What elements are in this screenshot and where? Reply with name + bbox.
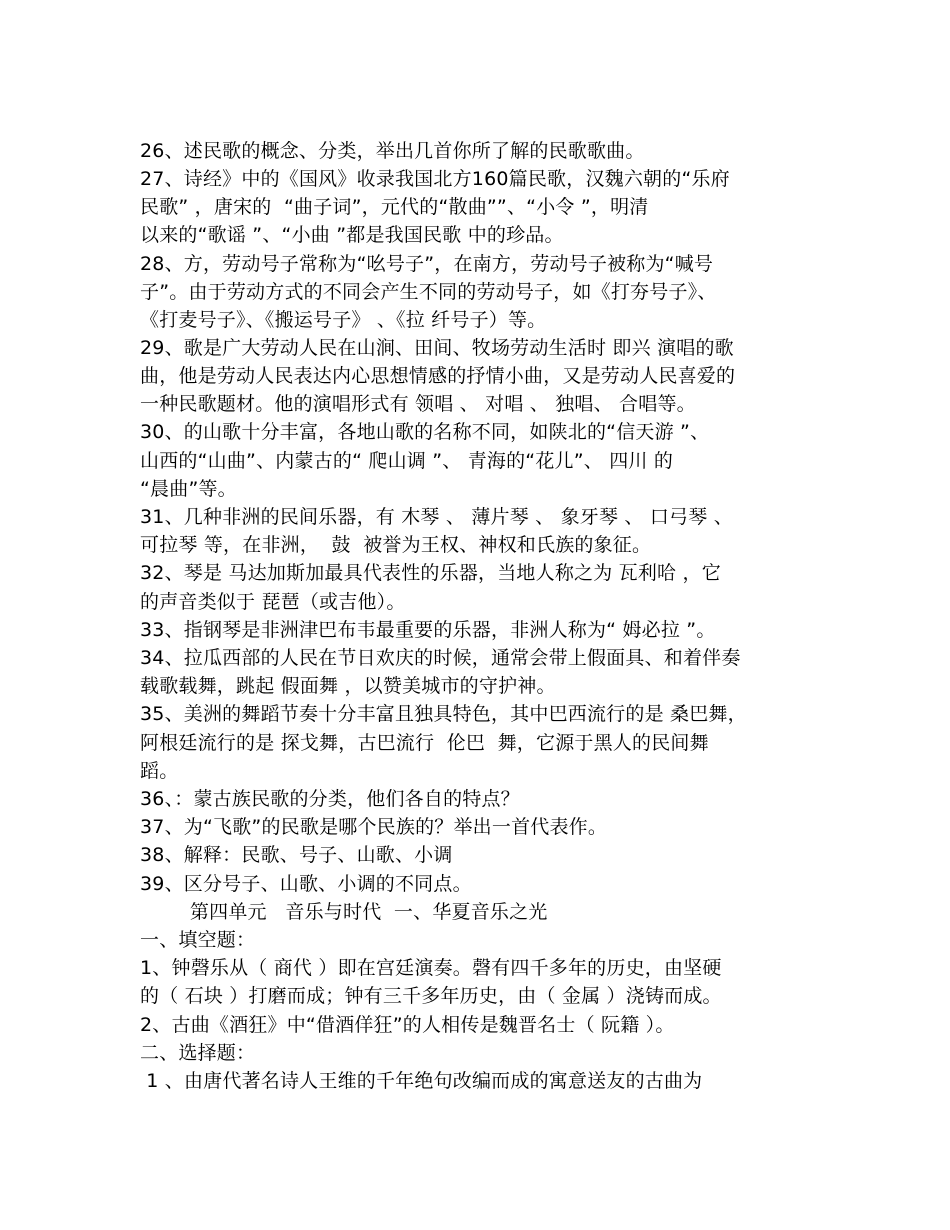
- text-line-37: 37、为“飞歌”的民歌是哪个民族的？举出一首代表作。: [140, 816, 608, 838]
- text-line-29a: 29、歌是广大劳动人民在山涧、田间、牧场劳动生活时 即兴 演唱的歌: [140, 337, 734, 359]
- text-line-38: 38、解释：民歌、号子、山歌、小调: [140, 844, 453, 866]
- text-line-32a: 32、琴是 马达加斯加最具代表性的乐器，当地人称之为 瓦利哈 ，它: [140, 562, 721, 584]
- text-line-34b: 载歌载舞，跳起 假面舞 ，以赞美城市的守护神。: [140, 675, 556, 697]
- text-line-32b: 的声音类似于 琵琶（或吉他）。: [140, 591, 406, 613]
- text-line-33: 33、指钢琴是非洲津巴布韦最重要的乐器，非洲人称为“ 姆必拉 ”。: [140, 619, 716, 641]
- text-line-36: 36、：蒙古族民歌的分类，他们各自的特点？: [140, 788, 520, 810]
- text-line-34a: 34、拉瓜西部的人民在节日欢庆的时候，通常会带上假面具、和着伴奏: [140, 647, 741, 669]
- choice-1: 1 、由唐代著名诗人王维的千年绝句改编而成的寓意送友的古曲为: [140, 1070, 703, 1092]
- text-line-27c: 以来的“歌谣 ”、“小曲 ”都是我国民歌 中的珍品。: [140, 224, 564, 246]
- text-line-28b: 子”。由于劳动方式的不同会产生不同的劳动号子，如《打夯号子》、: [140, 281, 717, 303]
- text-line-29b: 曲，他是劳动人民表达内心思想情感的抒情小曲，又是劳动人民喜爱的: [140, 365, 736, 387]
- text-line-39: 39、区分号子、山歌、小调的不同点。: [140, 873, 472, 895]
- text-line-31a: 31、几种非洲的民间乐器，有 木琴 、 薄片琴 、 象牙琴 、 口弓琴 、: [140, 506, 733, 528]
- text-line-35a: 35、美洲的舞蹈节奏十分丰富且独具特色，其中巴西流行的是 桑巴舞，: [140, 703, 747, 725]
- text-line-27a: 27、诗经》中的《国风》收录我国北方160篇民歌，汉魏六朝的“乐府: [140, 168, 730, 190]
- text-line-28a: 28、方，劳动号子常称为“吆号子”，在南方，劳动号子被称为“喊号: [140, 253, 714, 275]
- text-line-26: 26、述民歌的概念、分类，举出几首你所了解的民歌歌曲。: [140, 140, 645, 162]
- text-line-35c: 蹈。: [140, 760, 179, 782]
- text-line-31b: 可拉琴 等，在非洲， 鼓 被誉为王权、神权和氏族的象征。: [140, 534, 652, 556]
- fill-in-2: 2、古曲《酒狂》中“借酒佯狂”的人相传是魏晋名士（ 阮籍 ）。: [140, 1014, 675, 1036]
- text-line-27b: 民歌” ，唐宋的 “曲子词”，元代的“散曲””、“小令 ”，明清: [140, 196, 649, 218]
- fill-in-1a: 1、钟磬乐从（ 商代 ）即在宫廷演奏。磬有四千多年的历史，由坚硬: [140, 957, 722, 979]
- text-line-30a: 30、的山歌十分丰富，各地山歌的名称不同，如陕北的“信天游 ”、: [140, 421, 710, 443]
- text-line-30b: 山西的“山曲”、内蒙古的“ 爬山调 ”、 青海的“花儿”、 四川 的: [140, 450, 674, 472]
- text-line-29c: 一种民歌题材。他的演唱形式有 领唱 、 对唱 、 独唱、 合唱等。: [140, 393, 696, 415]
- section-choice-heading: 二、选择题：: [140, 1042, 256, 1064]
- text-line-35b: 阿根廷流行的是 探戈舞，古巴流行 伦巴 舞，它源于黑人的民间舞: [140, 732, 709, 754]
- section-fill-in-heading: 一、填空题：: [140, 929, 256, 951]
- unit-heading: 第四单元 音乐与时代 一、华夏音乐之光: [140, 901, 548, 923]
- text-line-28c: 《打麦号子》、《搬运号子》 、《拉 纤号子）等。: [140, 309, 547, 331]
- text-line-30c: “晨曲”等。: [140, 478, 237, 500]
- fill-in-1b: 的（ 石块 ）打磨而成；钟有三千多年历史，由（ 金属 ）浇铸而成。: [140, 985, 722, 1007]
